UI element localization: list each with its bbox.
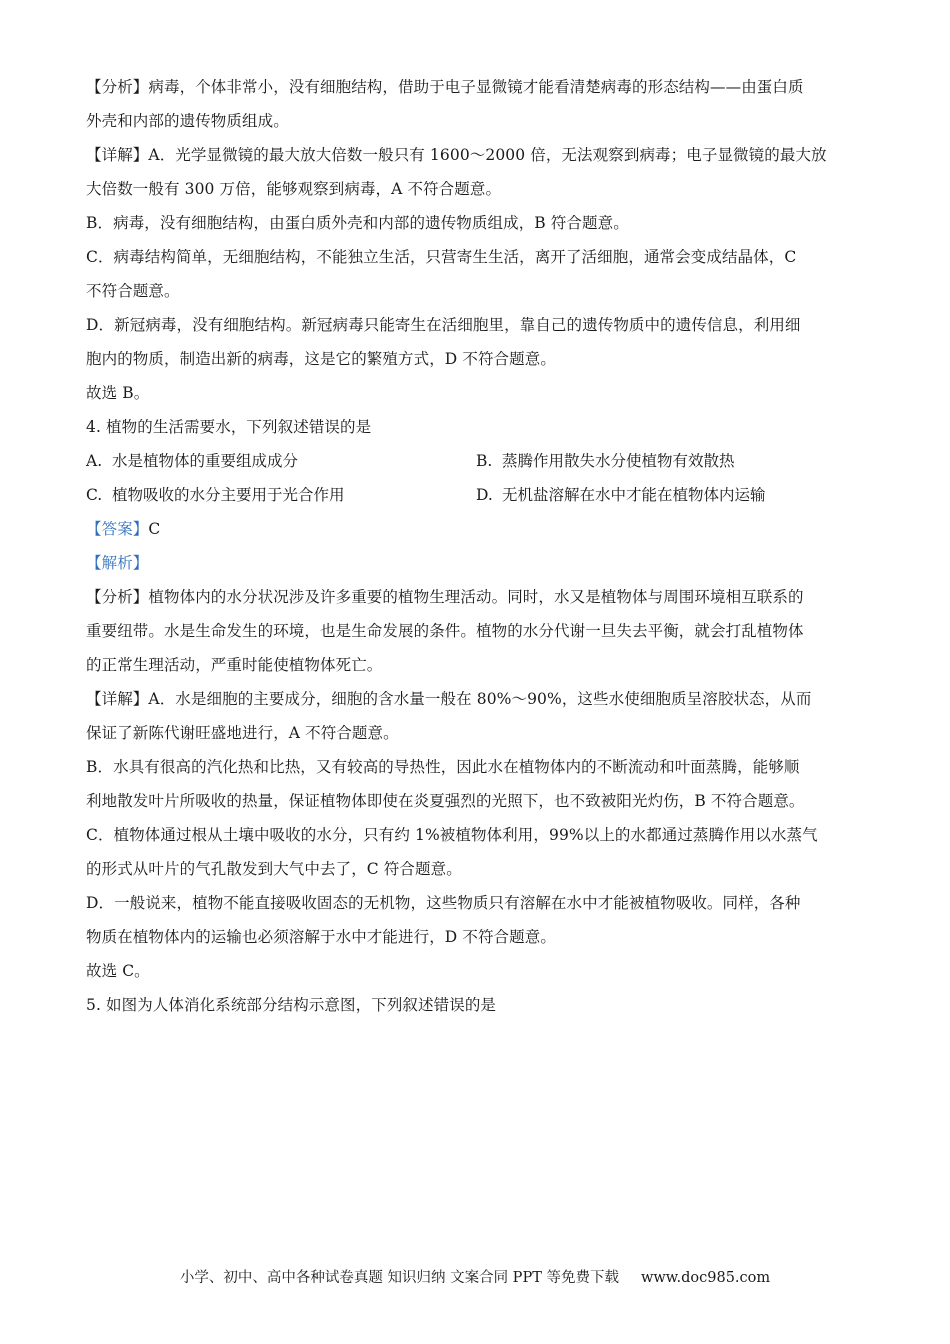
q4-detail-a-line-1: 【详解】A．水是细胞的主要成分，细胞的含水量一般在 80%～90%，这些水使细胞质呈溶胶状态，从而 (86, 690, 812, 708)
q3-detail-c-line-2: 不符合题意。 (86, 282, 180, 300)
q4-detail-c-line-1: C．植物体通过根从土壤中吸收的水分，只有约 1%被植物体利用，99%以上的水都通过蒸腾作用以水蒸气 (86, 826, 818, 844)
q3-analysis-line-1: 【分析】病毒，个体非常小，没有细胞结构，借助于电子显微镜才能看清楚病毒的形态结构——由蛋白质 (86, 78, 804, 96)
q3-detail-d-line-2: 胞内的物质，制造出新的病毒，这是它的繁殖方式，D 不符合题意。 (86, 350, 556, 368)
detail-tag: 【详解】 (86, 146, 149, 164)
q3-detail-a-line-2: 大倍数一般有 300 万倍，能够观察到病毒，A 不符合题意。 (86, 180, 502, 198)
q4-detail-b-line-1: B．水具有很高的汽化热和比热，又有较高的导热性，因此水在植物体内的不断流动和叶面蒸腾，能够顺 (86, 758, 800, 776)
analysis-tag: 【分析】 (86, 78, 149, 96)
q3-analysis-line-2: 外壳和内部的遗传物质组成。 (86, 112, 289, 130)
q4-option-d: D. 无机盐溶解在水中才能在植物体内运输 (476, 486, 766, 504)
q4-answer (86, 512, 866, 546)
footer-url[interactable]: www.doc985.com (640, 1270, 771, 1286)
q4-detail-b-line-2: 利地散发叶片所吸收的热量，保证植物体即使在炎夏强烈的光照下，也不致被阳光灼伤，B 不符合题意。 (86, 792, 805, 810)
q4-analysis-line-2: 重要纽带。水是生命发生的环境，也是生命发展的条件。植物的水分代谢一旦失去平衡，就会打乱植物体 (86, 622, 804, 640)
q4-stem: 4. 植物的生活需要水，下列叙述错误的是 (86, 418, 372, 436)
q4-detail-d-line-2: 物质在植物体内的运输也必须溶解于水中才能进行，D 不符合题意。 (86, 928, 556, 946)
q5-stem: 5. 如图为人体消化系统部分结构示意图，下列叙述错误的是 (86, 996, 497, 1014)
q4-detail-c-line-2: 的形式从叶片的气孔散发到大气中去了，C 符合题意。 (86, 860, 462, 878)
q4-options-row-1 (86, 444, 866, 478)
q4-option-a: A. 水是植物体的重要组成成分 (86, 452, 299, 470)
q3-detail-a-line-1: 【详解】A．光学显微镜的最大放大倍数一般只有 1600～2000 倍，无法观察到病毒；电子显微镜的最大放 (86, 146, 827, 164)
q4-explain-tag: 【解析】 (86, 554, 149, 572)
q4-option-b: B. 蒸腾作用散失水分使植物有效散热 (476, 452, 735, 470)
q4-options-row-2 (86, 478, 866, 512)
footer-text: 小学、初中、高中各种试卷真题 知识归纳 文案合同 PPT 等免费下载 (179, 1270, 619, 1286)
q4-choice: 故选 C。 (86, 962, 150, 980)
q3-detail-b: B．病毒，没有细胞结构，由蛋白质外壳和内部的遗传物质组成，B 符合题意。 (86, 214, 629, 232)
answer-value: C (148, 520, 161, 538)
q4-detail-d-line-1: D．一般说来，植物不能直接吸收固态的无机物，这些物质只有溶解在水中才能被植物吸收。同样，各种 (86, 894, 801, 912)
answer-tag: 【答案】 (86, 520, 149, 538)
analysis-tag: 【分析】 (86, 588, 149, 606)
q4-analysis-line-3: 的正常生理活动，严重时能使植物体死亡。 (86, 656, 383, 674)
page-footer (0, 1266, 950, 1287)
q4-detail-a-line-2: 保证了新陈代谢旺盛地进行，A 不符合题意。 (86, 724, 399, 742)
document-content (86, 70, 866, 1022)
q3-detail-c-line-1: C．病毒结构简单，无细胞结构，不能独立生活，只营寄生生活，离开了活细胞，通常会变成结晶体，C (86, 248, 797, 266)
detail-tag: 【详解】 (86, 690, 149, 708)
q4-analysis-line-1: 【分析】植物体内的水分状况涉及许多重要的植物生理活动。同时，水又是植物体与周围环境相互联系的 (86, 588, 804, 606)
q3-detail-d-line-1: D．新冠病毒，没有细胞结构。新冠病毒只能寄生在活细胞里，靠自己的遗传物质中的遗传信息，利用细 (86, 316, 801, 334)
q4-option-c: C. 植物吸收的水分主要用于光合作用 (86, 486, 345, 504)
q3-choice: 故选 B。 (86, 384, 150, 402)
